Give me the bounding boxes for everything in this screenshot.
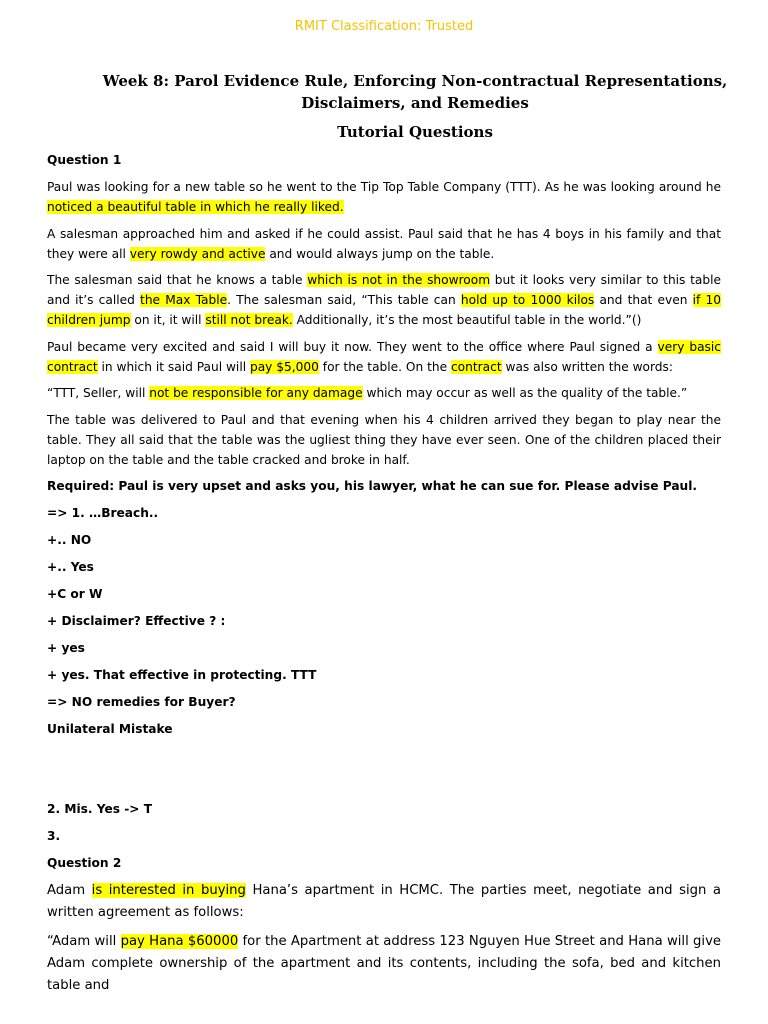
q1-quote: “TTT, Seller, will not be responsible for any damage which may occur as well as the quality of the table.” — [47, 386, 688, 400]
question-2-heading: Question 2 — [47, 856, 122, 870]
highlight: the Max Table — [140, 293, 228, 307]
highlight: contract — [450, 359, 502, 374]
q1-paragraph-1: Paul was looking for a new table so he went to the Tip Top Table Company (TTT). As he was looking around he noticed a beautiful table in which he really liked. — [47, 180, 721, 214]
note-line: 3. — [47, 829, 61, 843]
note-line: + Disclaimer? Effective ? : — [47, 614, 226, 628]
note-line: + yes — [47, 641, 85, 655]
highlight: pay Hana $60000 — [120, 933, 239, 949]
highlight: still not break. — [205, 313, 293, 327]
highlight: is interested in buying — [91, 883, 246, 898]
q1-paragraph-4: Paul became very excited and said I will buy it now. They went to the office where Paul signed a very basic contract in which it said Paul will pay $5,000 for the table. On the contract was also written the words: — [47, 339, 721, 374]
q2-paragraph-2: “Adam will pay Hana $60000 for the Apartment at address 123 Nguyen Hue Street and Hana will give Adam complete ownership of the apartment and its contents, including the sofa, bed and kitchen table and — [47, 933, 721, 993]
q1-required: Required: Paul is very upset and asks you, his lawyer, what he can sue for. Please advise Paul. — [47, 479, 698, 493]
classification-label: RMIT Classification: Trusted — [294, 19, 474, 34]
note-line: 2. Mis. Yes -> T — [47, 802, 153, 816]
note-line: +.. NO — [47, 533, 92, 547]
blank-space — [47, 746, 721, 799]
document-subtitle: Tutorial Questions — [337, 123, 493, 141]
q1-paragraph-3: The salesman said that he knows a table which is not in the showroom but it looks very similar to this table and it’s called the Max Table. The salesman said, “This table can hold up to 1000 kilos and that even if 10 children jump on it, it will still not break. Additionally, it’s the most beautiful table in the world.”() — [47, 273, 722, 327]
note-line: => 1. …Breach.. — [47, 506, 159, 520]
note-line: => NO remedies for Buyer? — [47, 695, 236, 709]
highlight: very basic contract — [47, 339, 721, 374]
question-1-heading: Question 1 — [47, 153, 122, 167]
note-line: Unilateral Mistake — [47, 722, 173, 736]
highlight: noticed a beautiful table in which he really liked. — [47, 200, 344, 214]
highlight: not be responsible for any damage — [149, 386, 363, 400]
q1-paragraph-6: The table was delivered to Paul and that evening when his 4 children arrived they began to play near the table. They all said that the table was the ugliest thing they have ever seen. One of the children placed their laptop on the table and the table cracked and broke in half. — [47, 412, 721, 467]
highlight: if 10 children jump — [47, 293, 722, 327]
note-line: + yes. That effective in protecting. TTT — [47, 668, 317, 682]
document-title: Week 8: Parol Evidence Rule, Enforcing Non-contractual Representations, Disclaimers, and Remedies — [102, 72, 728, 112]
highlight: hold up to 1000 kilos — [460, 293, 595, 307]
q2-paragraph-1: Adam is interested in buying Hana’s apartment in HCMC. The parties meet, negotiate and sign a written agreement as follows: — [47, 883, 722, 920]
q1-paragraph-2: A salesman approached him and asked if he could assist. Paul said that he has 4 boys in his family and that they were all very rowdy and active and would always jump on the table. — [47, 226, 721, 261]
note-line: +C or W — [47, 587, 103, 601]
highlight: very rowdy and active — [129, 246, 266, 261]
highlight: pay $5,000 — [249, 359, 319, 374]
highlight: which is not in the showroom — [307, 273, 491, 287]
note-line: +.. Yes — [47, 560, 94, 574]
document-body — [47, 150, 721, 1003]
